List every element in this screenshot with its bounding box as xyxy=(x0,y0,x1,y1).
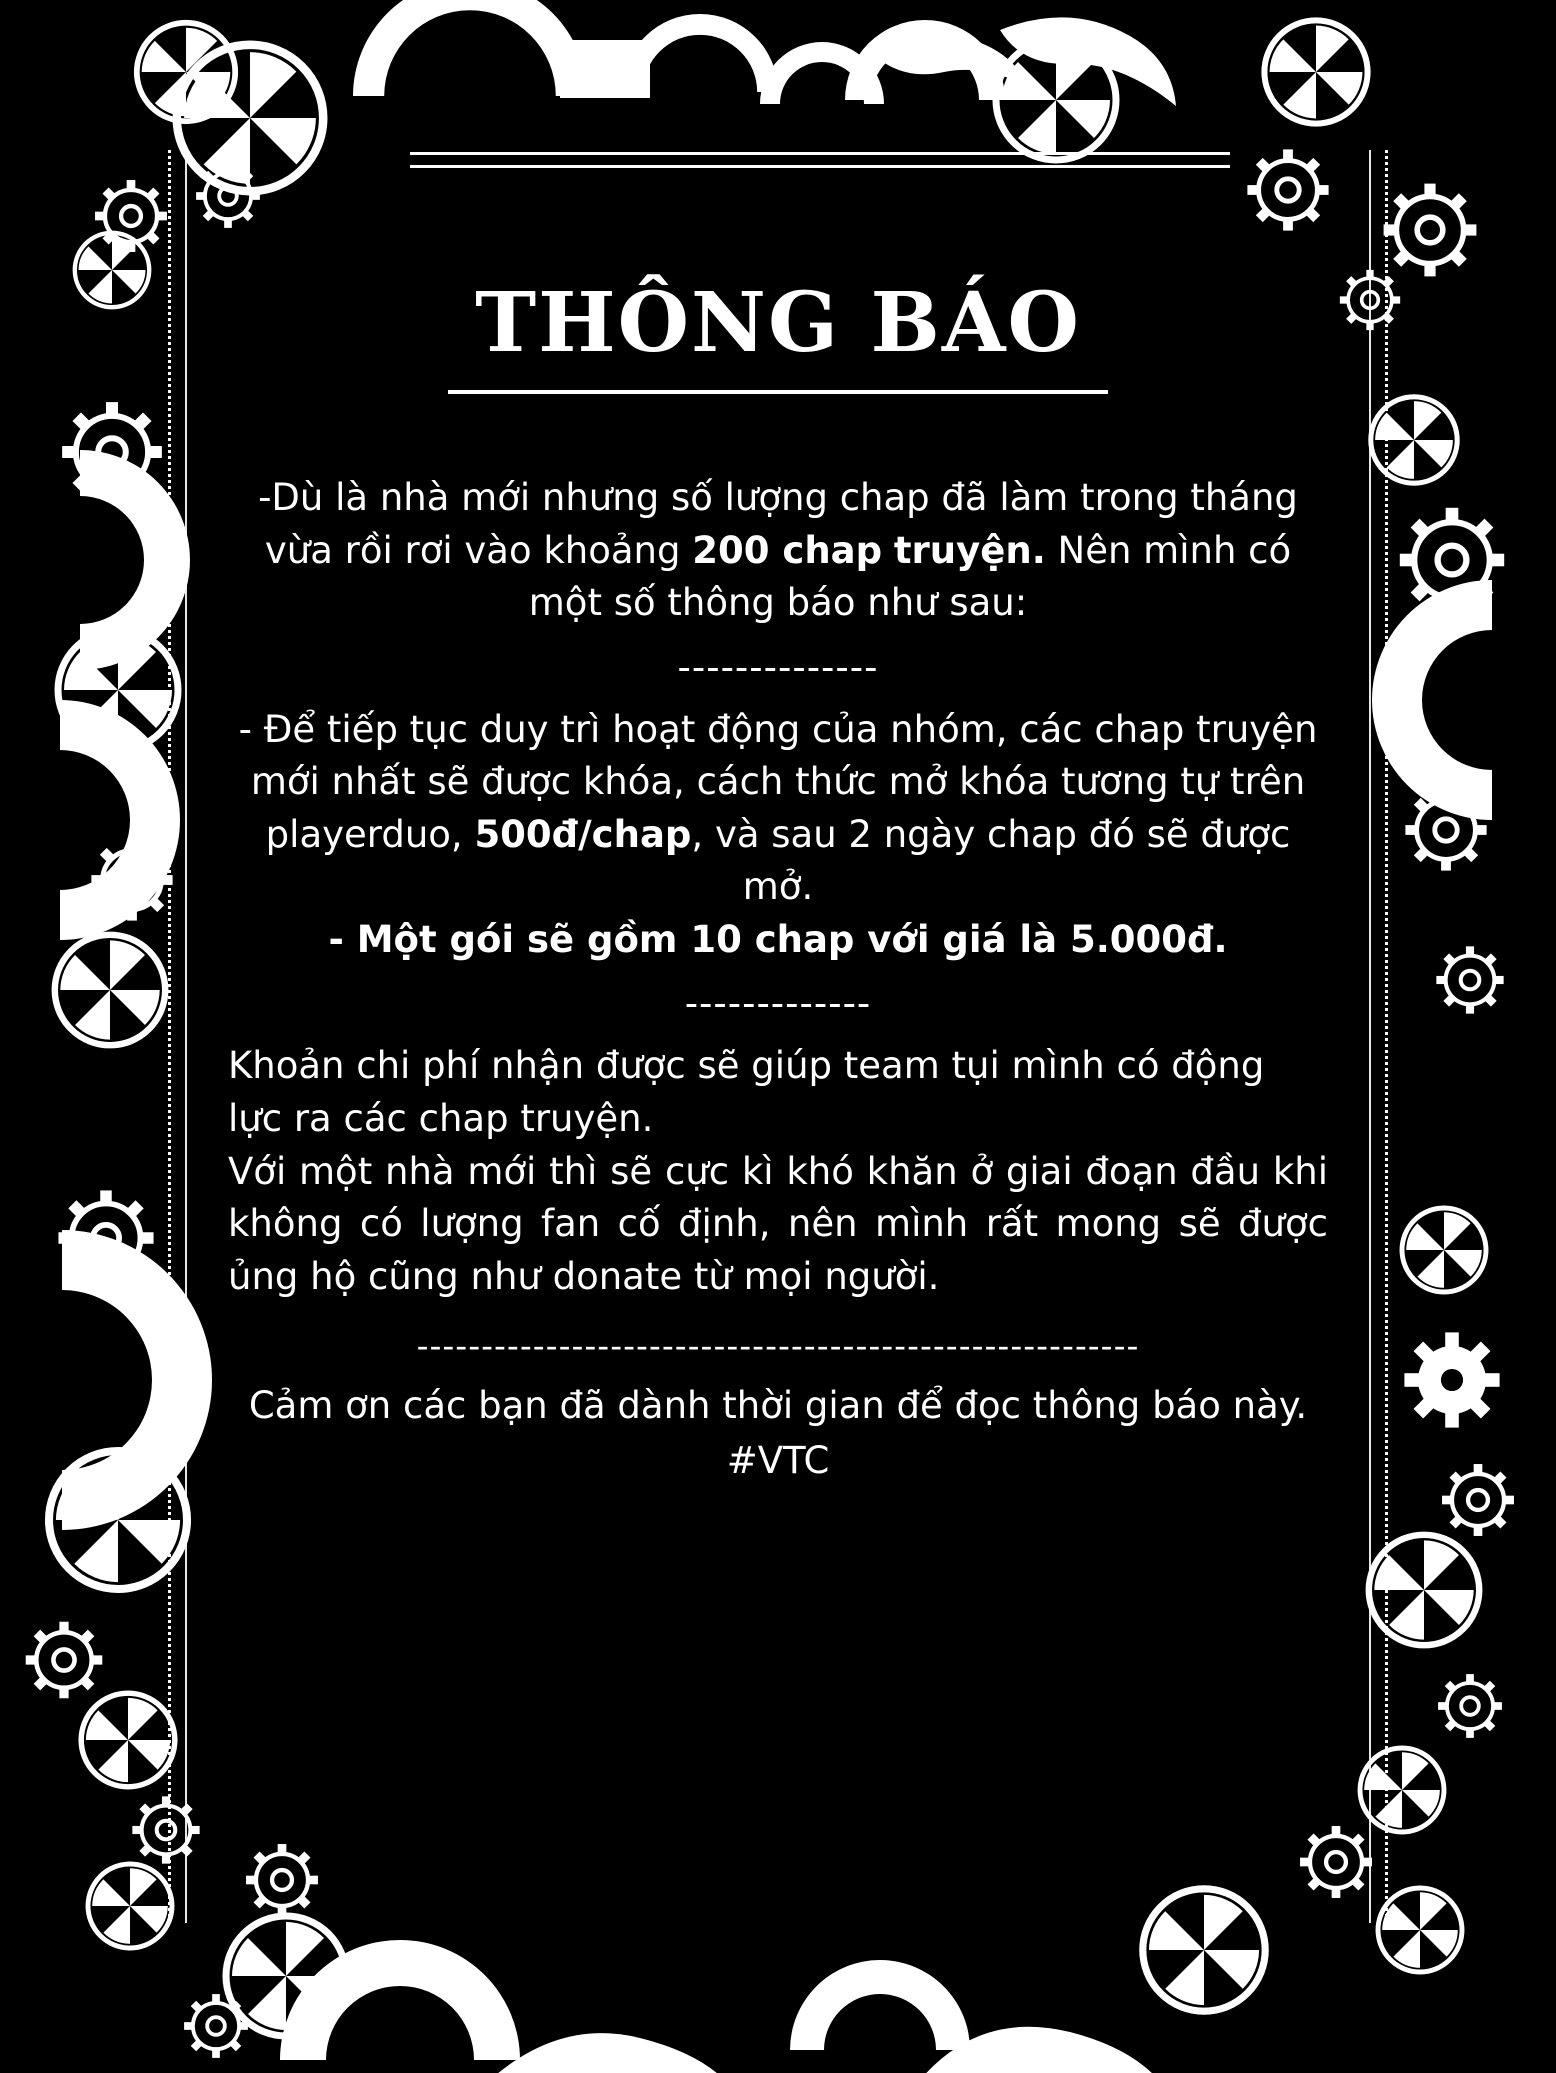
terms-line1: - Để tiếp tục duy trì hoạt động của nhóm, các xyxy=(238,707,1083,751)
intro-chap-count: 200 chap xyxy=(692,528,883,572)
intro-line3-rest: Nên mình có một số thông báo như sau: xyxy=(528,528,1292,625)
terms-line3-suffix: , xyxy=(691,812,704,856)
closing-line1: Cảm ơn các bạn đã dành thời gian để đọc thông xyxy=(248,1383,1141,1427)
closing-line2: báo này. xyxy=(1152,1383,1308,1427)
closing-paragraph xyxy=(228,1380,1328,1433)
divider-short-2: ------------- xyxy=(684,982,872,1026)
intro-line2-prefix: trong tháng vừa rồi rơi vào khoảng xyxy=(264,476,1298,572)
intro-truyen-bold: truyện. xyxy=(893,528,1046,572)
divider-long: -------------------------------------------------------- xyxy=(416,1326,1140,1366)
divider-short-1: -------------- xyxy=(677,645,879,689)
intro-paragraph xyxy=(228,472,1328,630)
hashtag: #VTC xyxy=(726,1438,830,1482)
terms-bundle-line xyxy=(228,914,1328,967)
title-underline xyxy=(448,390,1108,394)
page-title: THÔNG BÁO xyxy=(475,275,1081,371)
terms-bundle-price: - Một gói sẽ gồm 10 chap với giá là 5.000đ. xyxy=(328,917,1228,961)
intro-line1: -Dù là nhà mới nhưng số lượng chap đã làm xyxy=(258,476,1069,519)
body-paragraph-1: Khoản chi phí nhận được sẽ giúp team tụi mình có động lực ra các chap truyện. xyxy=(228,1044,1265,1140)
body-paragraph-2: Với một nhà mới thì sẽ cực kì khó khăn ở giai đoạn đầu khi không có lượng fan cố định, nên mình rất mong sẽ được ủng hộ cũng như donate từ mọi người. xyxy=(228,1149,1328,1298)
terms-price-per-chap: 500đ/chap xyxy=(474,812,692,856)
terms-line2: chap truyện mới nhất sẽ được khóa, cách thức xyxy=(250,707,1318,804)
terms-paragraph xyxy=(228,704,1328,914)
terms-line3-prefix: mở khóa tương tự trên playerduo, xyxy=(265,760,1306,856)
terms-line4: và sau 2 ngày chap đó sẽ được mở. xyxy=(714,812,1291,909)
